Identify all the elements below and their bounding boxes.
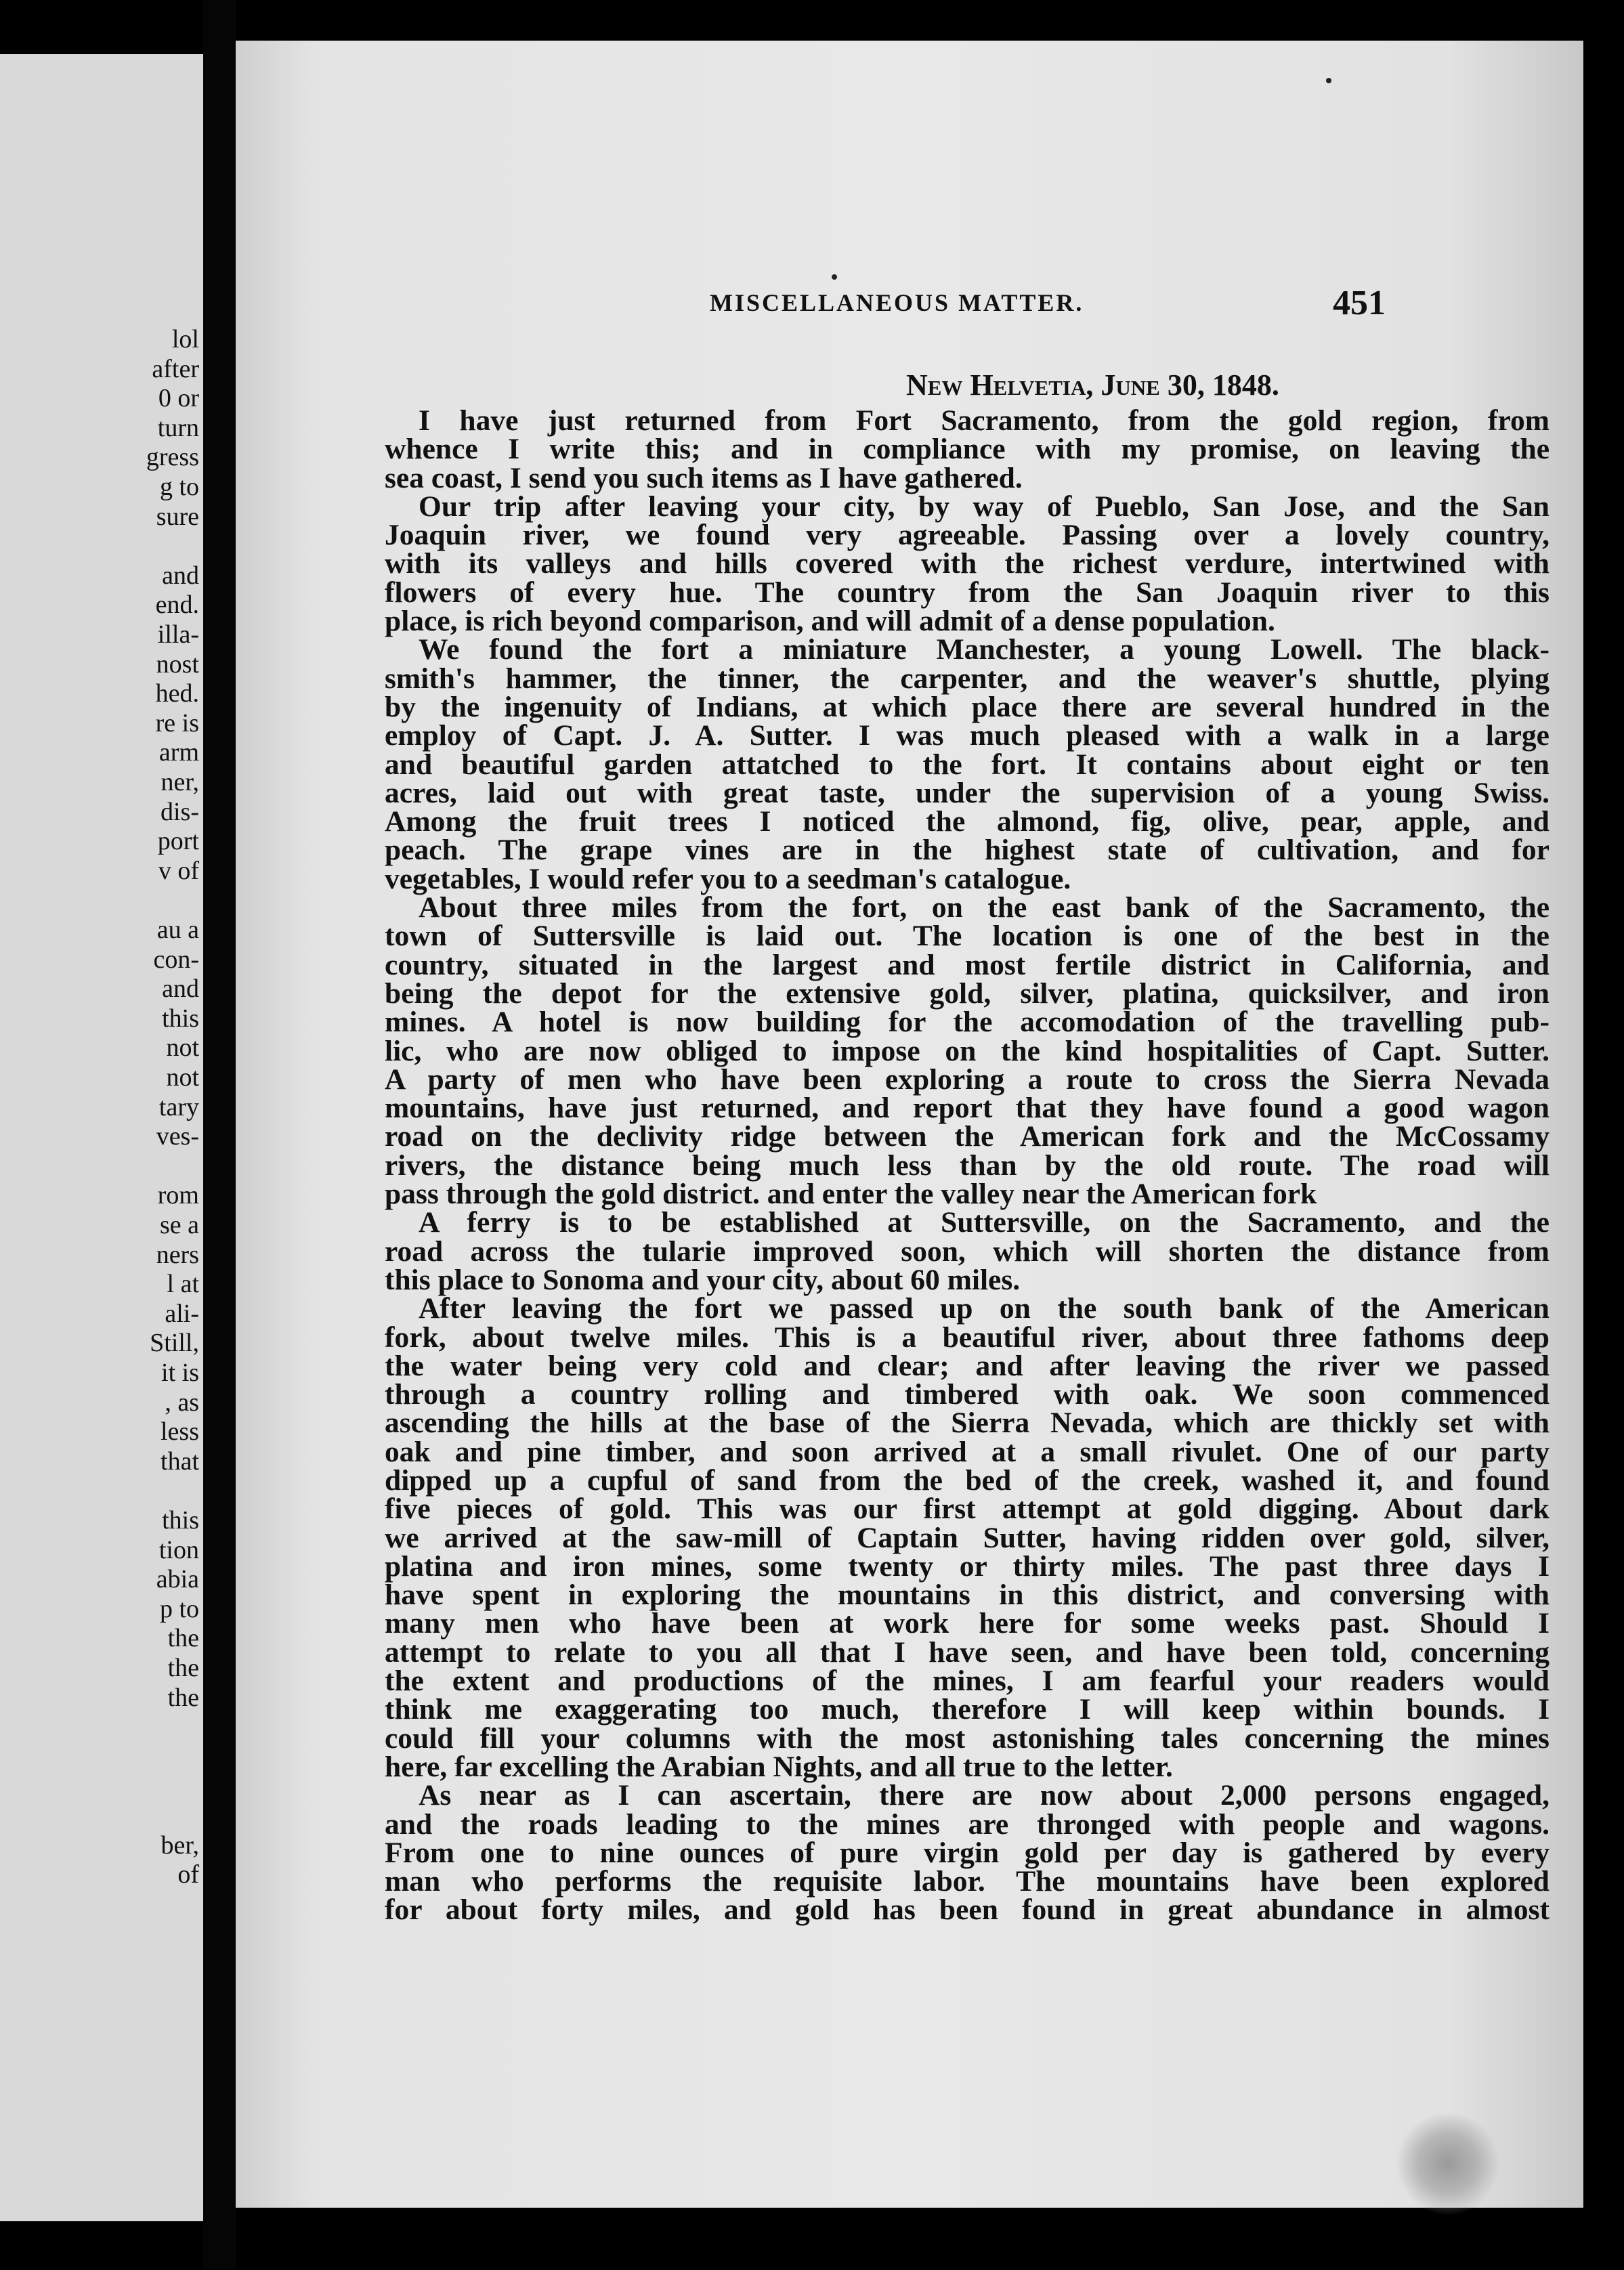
dateline: New Helvetia, June 30, 1848. [906,368,1279,402]
facing-page-fragment: re is [155,708,199,737]
text-line: A party of men who have been exploring a route to cross the Sierra Nevada [385,1063,1550,1096]
text-line: Our trip after leaving your city, by way of Pueblo, San Jose, and the San [419,490,1550,523]
facing-page-fragment: ber, [161,1830,199,1860]
text-line: by the ingenuity of Indians, at which place there are several hundred in the [385,690,1550,723]
text-line: man who performs the requisite labor. The mountains have been explored [385,1865,1550,1898]
article-body [385,406,1550,1925]
text-line: smith's hammer, the tinner, the carpenter, and the weaver's shuttle, plying [385,662,1550,695]
text-line: could fill your columns with the most astonishing tales concerning the mines [385,1721,1550,1755]
text-line: this place to Sonoma and your city, about 60 miles. [385,1263,1021,1296]
text-line: pass through the gold district. and enter the valley near the American fork [385,1178,1317,1211]
text-line: As near as I can ascertain, there are now about 2,000 persons engaged, [419,1779,1550,1812]
facing-page-fragment: and [162,561,199,590]
facing-page-fragment: , as [165,1388,199,1417]
text-line: flowers of every hue. The country from the San Joaquin river to this [385,576,1550,609]
text-line: many men who have been at work here for some weeks past. Should I [385,1607,1550,1640]
text-line: road across the tularie improved soon, which will shorten the distance from [385,1235,1550,1268]
text-line: platina and iron mines, some twenty or thirty miles. The past three days I [385,1549,1550,1583]
text-line: with its valleys and hills covered with the richest verdure, intertwined with [385,547,1550,580]
text-line: vegetables, I would refer you to a seedman's catalogue. [385,862,1071,895]
text-line: town of Suttersville is laid out. The location is one of the best in the [385,920,1550,953]
facing-page-fragment: the [167,1654,199,1682]
facing-page-fragment: lol [171,325,199,354]
facing-page-fragment: au a [156,916,199,944]
facing-page-edge [0,54,203,2221]
facing-page-fragment: v of [158,856,199,885]
facing-page-fragment: abia [156,1565,199,1594]
text-line: fork, about twelve miles. This is a beautiful river, about three fathoms deep [385,1321,1550,1354]
text-line: through a country rolling and timbered with oak. We soon commenced [385,1378,1550,1411]
facing-page-fragment: and [162,975,199,1004]
facing-page-fragment: ner, [161,768,199,796]
text-line: mines. A hotel is now building for the accomodation of the travelling pub- [385,1006,1550,1039]
facing-page-fragment: hed. [155,679,199,708]
text-line: think me exaggerating too much, therefore I will keep within bounds. I [385,1693,1550,1726]
text-line: acres, laid out with great taste, under the supervision of a young Swiss. [385,776,1550,809]
facing-page-fragment: port [157,827,199,856]
book-page [236,41,1583,2208]
facing-page-fragment: the [167,1624,199,1653]
facing-page-fragment: arm [158,738,199,767]
text-line: being the depot for the extensive gold, silver, platina, quicksilver, and iron [385,977,1550,1010]
facing-page-fragment: less [161,1417,199,1447]
facing-page-fragment: this [162,1004,199,1033]
text-line: rivers, the distance being much less than by the old route. The road will [385,1149,1550,1182]
facing-page-fragment: gress [146,443,199,472]
facing-page-fragment: sure [156,502,199,531]
facing-page-fragment: ves- [156,1122,199,1151]
facing-page-fragment: this [162,1506,199,1535]
text-line: attempt to relate to you all that I have seen, and have been told, concerning [385,1635,1550,1669]
facing-page-fragment: p to [159,1594,199,1623]
text-line: oak and pine timber, and soon arrived at a small rivulet. One of our party [385,1435,1550,1468]
book-gutter [203,0,236,2270]
facing-page-fragment: it is [161,1358,199,1387]
text-line: About three miles from the fort, on the east bank of the Sacramento, the [419,891,1550,924]
text-line: dipped up a cupful of sand from the bed of the creek, washed it, and found [385,1463,1550,1497]
facing-page-fragment: se a [159,1211,199,1239]
facing-page-fragment: ners [156,1240,199,1269]
facing-page-fragment: dis- [161,797,199,826]
ink-speck [1326,78,1331,83]
text-line: we arrived at the saw-mill of Captain Sutter, having ridden over gold, silver, [385,1521,1550,1554]
facing-page-fragment: Still, [150,1329,199,1358]
text-line: country, situated in the largest and most fertile district in California, and [385,948,1550,981]
text-line: here, far excelling the Arabian Nights, and all true to the letter. [385,1750,1173,1783]
facing-page-fragment: not [166,1033,199,1063]
facing-page-fragment: of [177,1860,199,1889]
text-line: place, is rich beyond comparison, and will admit of a dense population. [385,605,1275,638]
text-line: sea coast, I send you such items as I have gathered. [385,461,1023,494]
text-line: A ferry is to be established at Suttersville, on the Sacramento, and the [419,1206,1550,1239]
text-line: Among the fruit trees I noticed the almond, fig, olive, pear, apple, and [385,805,1550,838]
text-line: ascending the hills at the base of the Sierra Nevada, which are thickly set with [385,1407,1550,1440]
facing-page-fragment: 0 or [158,384,199,413]
text-line: mountains, have just returned, and report that they have found a good wagon [385,1092,1550,1125]
text-line: whence I write this; and in compliance with my promise, on leaving the [385,433,1550,466]
text-line: the water being very cold and clear; and after leaving the river we passed [385,1349,1550,1382]
facing-page-fragment: g to [159,473,199,501]
text-line: five pieces of gold. This was our first attempt at gold digging. About dark [385,1493,1550,1526]
text-line: road on the declivity ridge between the American fork and the McCossamy [385,1120,1550,1153]
text-line: lic, who are now obliged to impose on the kind hospitalities of Capt. Sutter. [385,1034,1550,1067]
running-header: MISCELLANEOUS MATTER. [710,289,1084,316]
text-line: the extent and productions of the mines, I am fearful your readers would [385,1665,1550,1698]
text-line: Joaquin river, we found very agreeable. Passing over a lovely country, [385,519,1550,552]
text-line: I have just returned from Fort Sacramento, from the gold region, from [419,404,1550,437]
facing-page-fragment: not [166,1063,199,1092]
text-line: From one to nine ounces of pure virgin gold per day is gathered by every [385,1836,1550,1869]
facing-page-fragment: tion [158,1535,199,1564]
page-number: 451 [1333,284,1386,322]
facing-page-fragment: turn [157,413,199,442]
text-line: for about forty miles, and gold has been found in great abundance in almost [385,1893,1550,1927]
text-line: employ of Capt. J. A. Sutter. I was much pleased with a walk in a large [385,719,1550,752]
facing-page-fragment: after [152,354,199,383]
ink-speck [832,274,837,280]
text-line: and beautiful garden attatched to the fort. It contains about eight or ten [385,748,1550,781]
facing-page-fragment: end. [155,591,199,620]
facing-page-fragment: illa- [157,620,199,649]
facing-page-fragment: l at [167,1270,199,1299]
text-line: have spent in exploring the mountains in this district, and conversing with [385,1579,1550,1612]
facing-page-fragment: con- [153,945,199,974]
facing-page-fragment: nost [156,649,199,679]
facing-page-fragment: that [161,1447,199,1476]
facing-page-fragment: ali- [165,1299,199,1328]
facing-page-fragment: rom [157,1181,199,1210]
text-line: We found the fort a miniature Manchester, a young Lowell. The black- [419,633,1550,666]
text-line: and the roads leading to the mines are thronged with people and wagons. [385,1807,1550,1841]
text-line: peach. The grape vines are in the highest state of cultivation, and for [385,834,1550,867]
facing-page-fragment: the [167,1683,199,1712]
text-line: After leaving the fort we passed up on the south bank of the American [419,1292,1550,1325]
page-stain [1394,2113,1502,2214]
facing-page-fragment: tary [158,1092,199,1121]
